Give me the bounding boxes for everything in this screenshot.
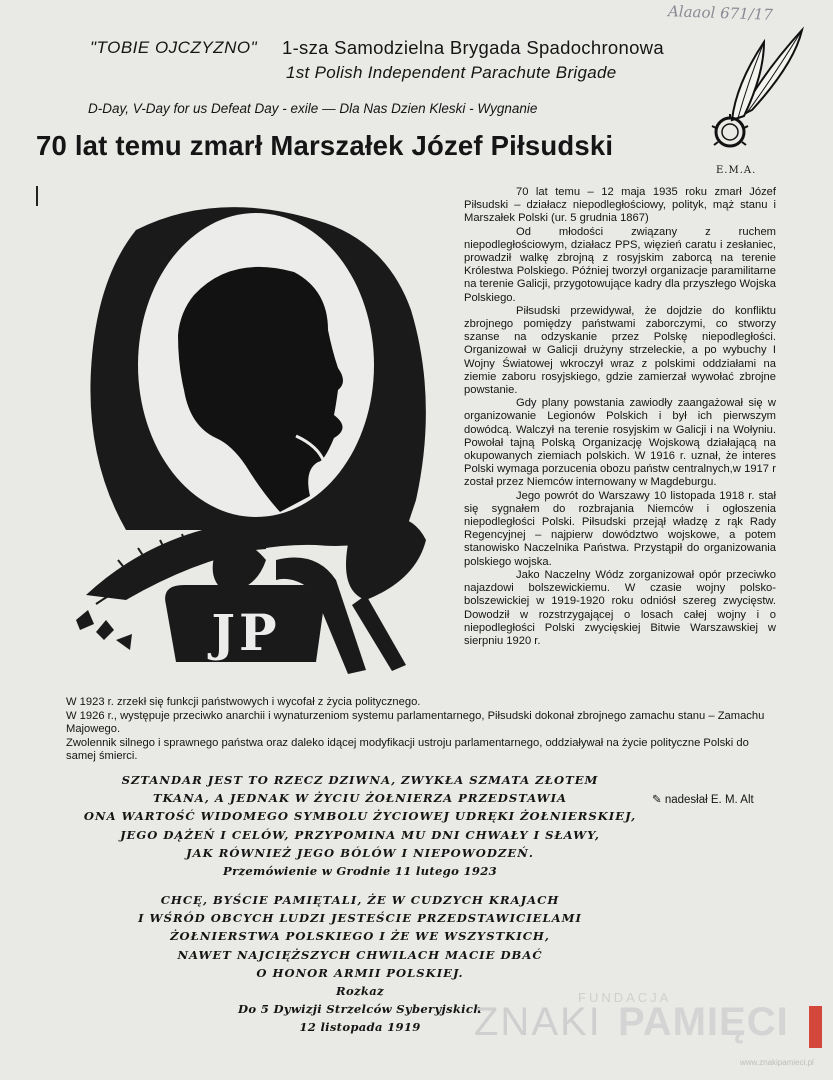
article-paragraph: Jako Naczelny Wódz zorganizował opór przeciwko najazdowi bolszewickiemu. W czasie wojny polsko-bolszewickiej w 1919-1920 roku odniósł szereg zwycięstw. Dowodził w rozstrzygającej o losach całej wojny i o niepodległości Polski zwycięskiej Bitwie Warszawskiej w sierpniu 1920 r. — [464, 568, 776, 647]
sent-by-text: nadesłał E. M. Alt — [664, 794, 754, 806]
quote-line: JEGO DĄŻEŃ I CELÓW, PRZYPOMINA MU DNI CHWAŁY I SŁAWY, — [120, 827, 600, 842]
quote-source: Przemówienie w Grodnie 11 lutego 1923 — [223, 864, 497, 879]
quote-line: O HONOR ARMII POLSKIEJ. — [256, 965, 464, 980]
article-paragraph: W 1923 r. zrzekł się funkcji państwowych i wycofał z życia politycznego. — [66, 696, 421, 708]
article-paragraph: Jego powrót do Warszawy 10 listopada 1918 r. stał się sygnałem do rozbrajania Niemców i ogłoszenia niepodległości Polski. Piłsudski przejął władzę z rąk Rady Regencyjnej – najpierw dowództwo wojskowe, a potem stanowisko Naczelnika Państwa. Przystąpił do organizowania polskiego wojska. — [464, 489, 776, 568]
quote-line: SZTANDAR JEST TO RZECZ DZIWNA, ZWYKŁA SZMATA ZŁOTEM — [121, 773, 599, 787]
page-title: 70 lat temu zmarł Marszałek Józef Piłsudski — [36, 130, 614, 161]
watermark-znaki: ZNAKI — [474, 1000, 602, 1044]
quote-line: ŻOŁNIERSTWA POLSKIEGO I ŻE WE WSZYSTKICH, — [170, 929, 550, 944]
archive-number: Alaaol 671/17 — [667, 2, 774, 24]
pen-icon: ✎ — [652, 794, 662, 806]
article-paragraph: 70 lat temu – 12 maja 1935 roku zmarł Józef Piłsudski – działacz niepodległościowy, polityk, mąż stanu i Marszałek Polski (ur. 5 grudnia 1867) — [464, 186, 776, 225]
sent-by-note — [652, 792, 754, 806]
article-paragraph: Piłsudski przewidywał, że dojdzie do konfliktu zbrojnego pomiędzy państwami zaborczymi, co stworzy szanse na odzyskanie przez Polskę niepodległości. Organizował w Galicji drużyny strzeleckie, a po wybuchy I Wojny Światowej wkroczył wraz z polskimi oddziałami na ziemie zaboru rosyjskiego, gdzie zamierzał wywołać zbrojne powstanie. — [464, 304, 776, 397]
quote-line: I WŚRÓD OBCYCH LUDZI JESTEŚCIE PRZEDSTAWICIELAMI — [138, 911, 582, 926]
margin-mark — [36, 186, 38, 206]
quote-line: TKANA, A JEDNAK W ŻYCIU ŻOŁNIERZA PRZEDSTAWIA — [152, 791, 568, 806]
quote-line: CHCĘ, BYŚCIE PAMIĘTALI, ŻE W CUDZYCH KRAJACH — [160, 893, 560, 907]
quote-line: ONA WARTOŚĆ WIDOMEGO SYMBOLU ŻYCIOWEJ UDRĘKI ŻOŁNIERSKIEJ, — [83, 809, 637, 824]
brigade-name-en: 1st Polish Independent Parachute Brigade — [286, 63, 617, 82]
pilsudski-portrait-illustration — [66, 200, 438, 678]
watermark-url: www.znakipamieci.pl — [740, 1058, 814, 1067]
article-paragraph: Od młodości związany z ruchem niepodległościowym, działacz PPS, więzień caratu i zesłaniec, prowadził walkę zbrojną z rosyjskim zaborcą na terenie Królestwa Polskiego. Później tworzył organizacje paramilitarne na terenie Galicji, przygotowujące kadry dla przyszłego Wojska Polskiego. — [464, 225, 776, 304]
parachute-brigade-emblem-icon — [702, 24, 812, 156]
article-paragraph: W 1926 r., występuje przeciwko anarchii i wynaturzeniom systemu parlamentarnego, Piłsudski dokonał zbrojnego zamachu stanu – Zamachu Majowego. — [66, 709, 765, 736]
watermark-accent-bar — [809, 1006, 822, 1048]
quote-source: 12 listopada 1919 — [299, 1020, 421, 1035]
article-full-width — [66, 696, 781, 764]
article-paragraph: Gdy plany powstania zawiodły zaangażował się w organizowanie Legionów Polskich i był ich pierwszym dowódcą. Walczył na terenie rosyjskim w Galicji i na Wołyniu. Powołał tajną Polską Organizację Wojskową działającą na okupowanych ziemiach polskich. W 1916 r. uznał, że interes Polski wymaga porzucenia obozu państw centralnych,w 1917 r został przez Niemców internowany w Magdeburgu. — [464, 397, 776, 489]
article-paragraph: Zwolennik silnego i sprawnego państwa oraz daleko idącej modyfikacji ustroju parlamentarnego, oddziaływał na życie polityczne Polski do samej śmierci. — [66, 736, 749, 763]
motto: "TOBIE OJCZYZNO" — [90, 38, 258, 57]
quote-line: NAWET NAJCIĘŻSZYCH CHWILACH MACIE DBAĆ — [177, 947, 543, 962]
quote-block-banner — [80, 771, 640, 880]
author-initials: E.M.A. — [716, 165, 757, 176]
subheading: D-Day, V-Day for us Defeat Day - exile — Dla Nas Dzien Kleski - Wygnanie — [88, 101, 538, 116]
quote-source: Do 5 Dywizji Strzelców Syberyjskich — [238, 1002, 482, 1017]
portrait-monogram: JP — [211, 603, 281, 662]
article-column — [464, 186, 776, 648]
watermark-fundacja: FUNDACJA — [578, 990, 672, 1005]
quote-line: JAK RÓWNIEŻ JEGO BÓLÓW I NIEPOWODZEŃ. — [186, 845, 534, 860]
quote-source: Rozkaz — [336, 984, 384, 999]
watermark-pamieci: PAMIĘCI — [618, 1000, 789, 1044]
brigade-name-pl: 1-sza Samodzielna Brygada Spadochronowa — [282, 37, 664, 58]
